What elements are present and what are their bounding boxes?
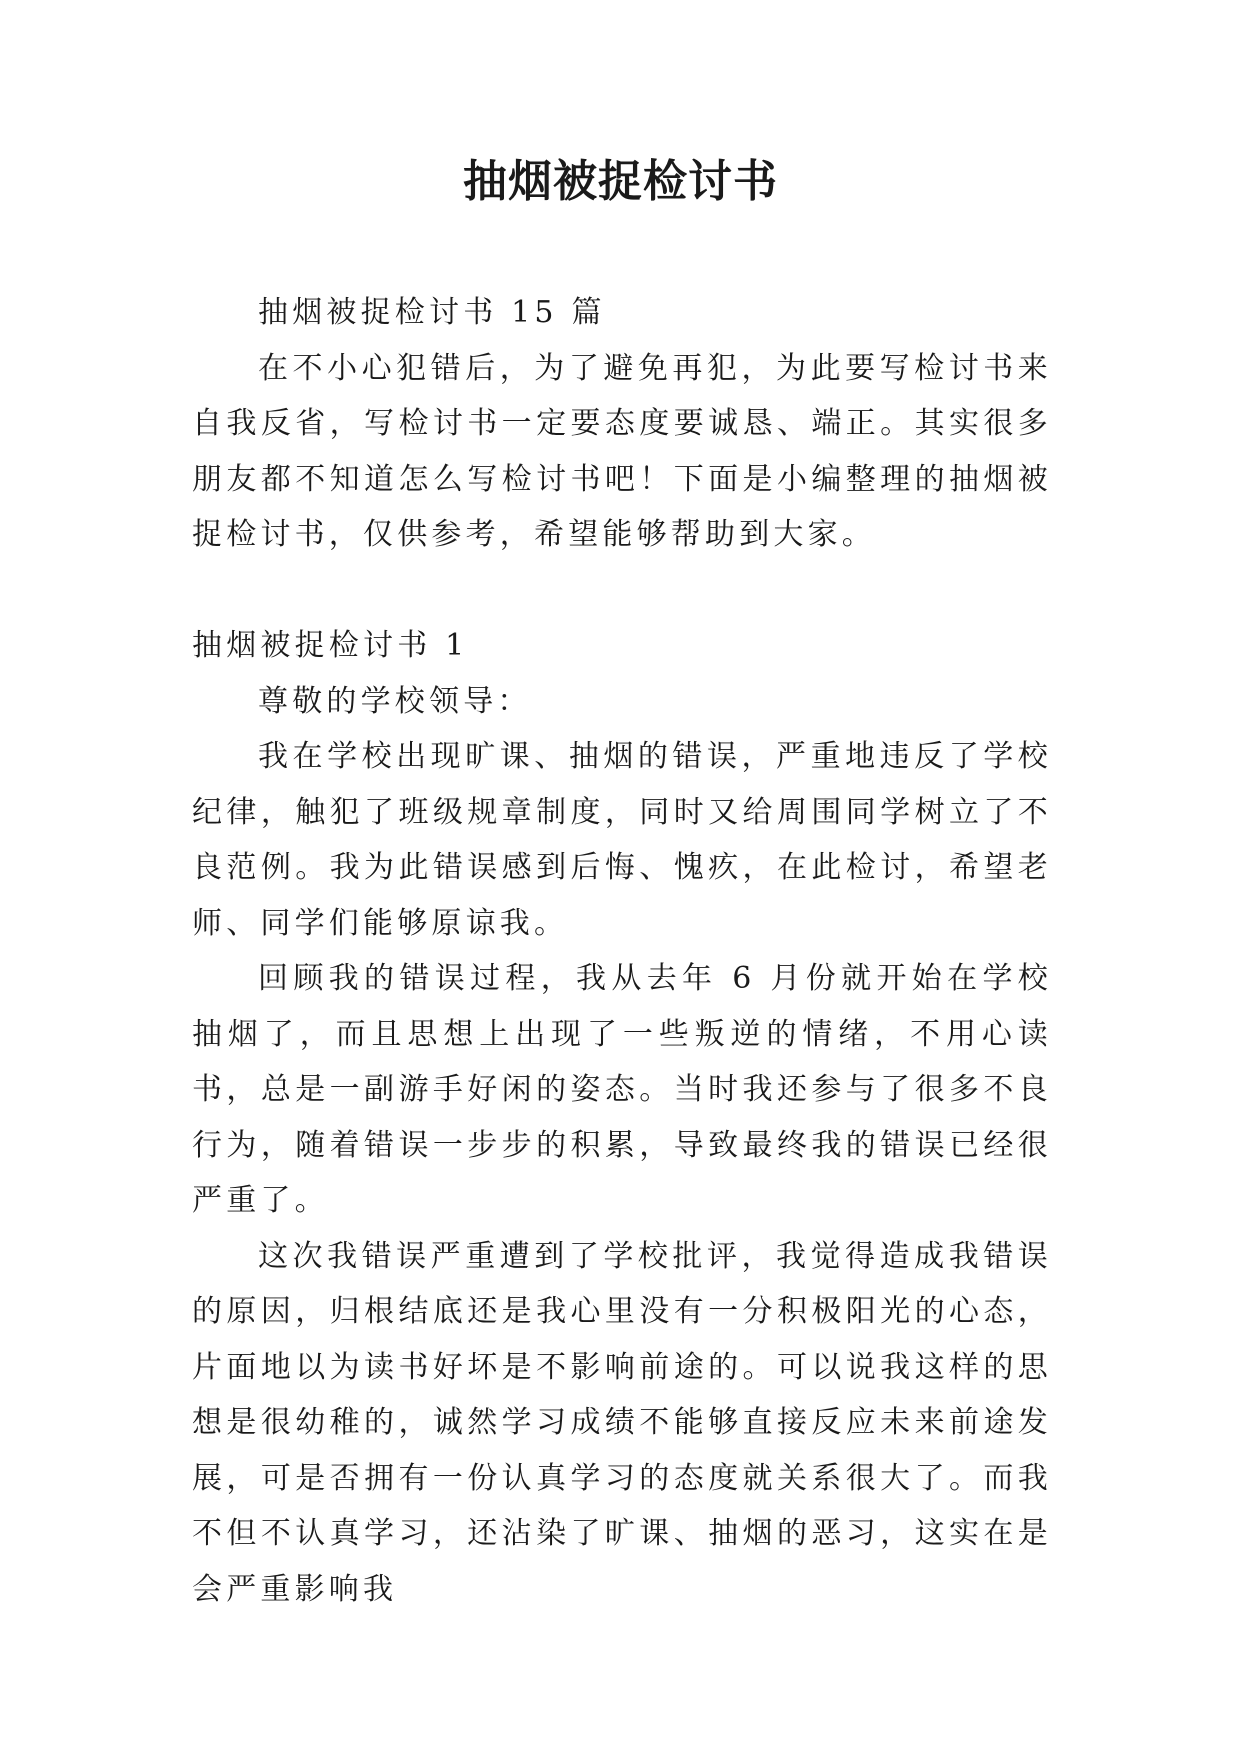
body-paragraph: 我在学校出现旷课、抽烟的错误，严重地违反了学校纪律，触犯了班级规章制度，同时又给周围同学树立了不良范例。我为此错误感到后悔、愧疚，在此检讨，希望老师、同学们能够原谅我。 xyxy=(192,739,1052,941)
body-paragraph: 这次我错误严重遭到了学校批评，我觉得造成我错误的原因，归根结底还是我心里没有一分积极阳光的心态，片面地以为读书好坏是不影响前途的。可以说我这样的思想是很幼稚的，诚然学习成绩不能够直接反应未来前途发展，可是否拥有一份认真学习的态度就关系很大了。而我不但不认真学习，还沾染了旷课、抽烟的恶习，这实在是会严重影响我 xyxy=(192,1238,1052,1607)
subtitle-line: 抽烟被捉检讨书 15 篇 xyxy=(258,295,606,330)
section-heading: 抽烟被捉检讨书 1 xyxy=(192,628,469,663)
intro-paragraph: 在不小心犯错后，为了避免再犯，为此要写检讨书来自我反省，写检讨书一定要态度要诚恳、端正。其实很多朋友都不知道怎么写检讨书吧！下面是小编整理的抽烟被捉检讨书，仅供参考，希望能够帮助到大家。 xyxy=(192,350,1052,552)
body-paragraph: 回顾我的错误过程，我从去年 6 月份就开始在学校抽烟了，而且思想上出现了一些叛逆的情绪，不用心读书，总是一副游手好闲的姿态。当时我还参与了很多不良行为，随着错误一步步的积累，导致最终我的错误已经很严重了。 xyxy=(192,961,1052,1218)
salutation: 尊敬的学校领导： xyxy=(258,683,532,719)
document-title: 抽烟被捉检讨书 xyxy=(463,156,778,207)
document-body xyxy=(192,285,1052,1617)
